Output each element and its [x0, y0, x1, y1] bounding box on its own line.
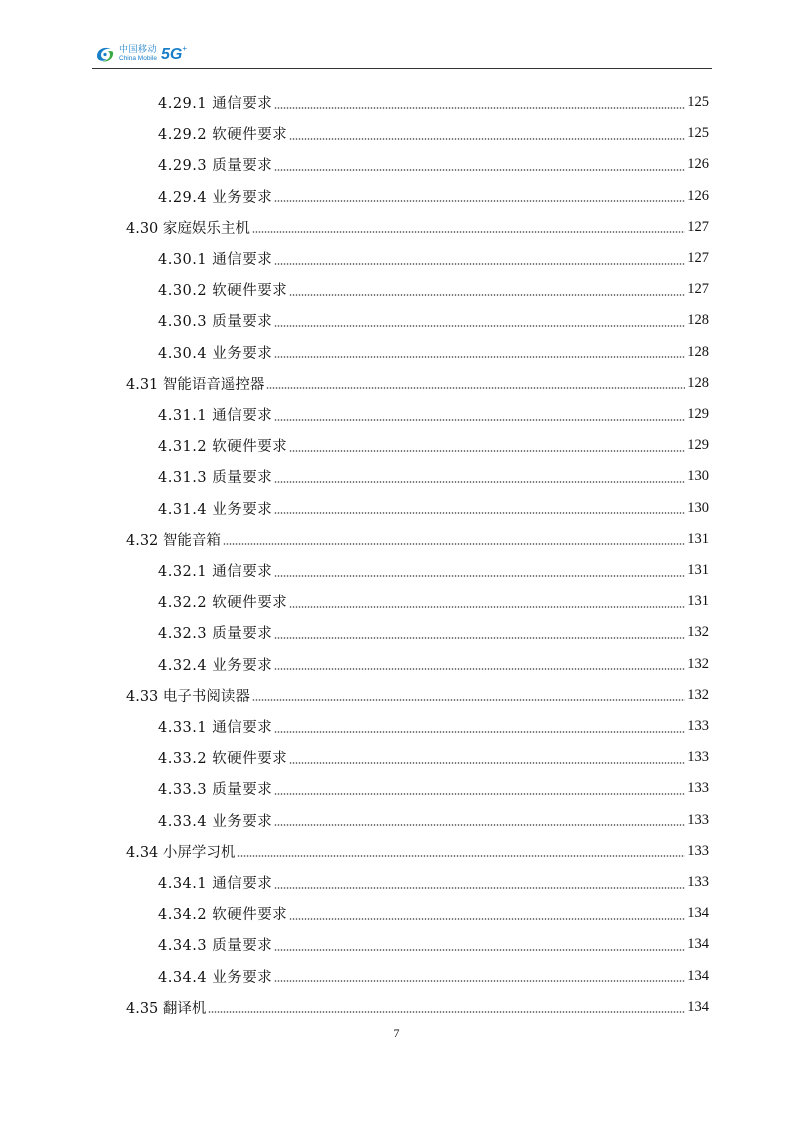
china-mobile-swirl-icon: [94, 43, 116, 65]
toc-entry[interactable]: [158, 961, 709, 992]
toc-entry[interactable]: [158, 87, 709, 118]
logo-5g-mark: 5G: [161, 46, 183, 63]
toc-entry[interactable]: [158, 805, 709, 836]
toc-entry[interactable]: [158, 617, 709, 648]
toc-entry-page: 127: [687, 218, 709, 235]
toc-dot-leader: [266, 387, 685, 389]
toc-entry-title: 4.29.1 通信要求: [158, 96, 273, 112]
china-mobile-logo: [94, 42, 187, 66]
toc-entry[interactable]: [126, 992, 709, 1023]
toc-entry-page: 130: [687, 499, 709, 516]
toc-entry-title: 4.31.2 软硬件要求: [158, 439, 288, 456]
toc-entry-title: 4.32.4 业务要求: [158, 657, 273, 674]
toc-entry-title: 4.32.2 软硬件要求: [158, 595, 288, 612]
toc-dot-leader: [274, 980, 685, 982]
toc-entry-page: 129: [687, 437, 709, 454]
toc-entry-title: 4.31.3 质量要求: [158, 470, 273, 487]
toc-entry-page: 132: [687, 624, 709, 641]
toc-entry-title: 4.31.4 业务要求: [158, 501, 273, 518]
toc-dot-leader: [208, 1011, 685, 1013]
toc-entry-title: 4.29.2 软硬件要求: [158, 127, 288, 144]
toc-entry-page: 128: [687, 312, 709, 329]
toc-entry-page: 129: [687, 406, 709, 422]
toc-entry[interactable]: [126, 836, 709, 867]
toc-entry[interactable]: [158, 555, 709, 586]
toc-entry-page: 131: [687, 593, 709, 610]
toc-entry[interactable]: [126, 368, 709, 399]
toc-entry-title: 4.34.1 通信要求: [158, 876, 273, 892]
toc-dot-leader: [289, 762, 685, 764]
toc-entry-page: 134: [687, 936, 709, 953]
toc-entry-page: 132: [687, 686, 709, 703]
toc-entry[interactable]: [158, 649, 709, 680]
toc-dot-leader: [274, 637, 685, 639]
toc-entry[interactable]: [158, 149, 709, 180]
toc-entry-page: 127: [687, 281, 709, 298]
toc-entry-page: 133: [687, 874, 709, 890]
toc-entry[interactable]: [158, 430, 709, 461]
toc-entry-page: 128: [687, 374, 709, 391]
toc-entry-title: 4.29.4 业务要求: [158, 189, 273, 206]
toc-entry[interactable]: [158, 929, 709, 960]
toc-entry-title: 4.34.3 质量要求: [158, 938, 273, 955]
toc-dot-leader: [252, 231, 685, 233]
toc-entry-title: 4.33.3 质量要求: [158, 782, 273, 799]
toc-entry-page: 132: [687, 655, 709, 672]
toc-entry-title: 4.32.1 通信要求: [158, 564, 273, 580]
toc-entry[interactable]: [158, 461, 709, 492]
toc-dot-leader: [289, 606, 685, 608]
logo-plus-mark: +: [182, 43, 188, 53]
toc-entry-title: 4.34 小屏学习机: [126, 844, 236, 861]
logo-chinese-text: 中国移动: [119, 44, 158, 55]
toc-entry-page: 130: [687, 468, 709, 485]
toc-dot-leader: [274, 512, 685, 514]
toc-entry-title: 4.30.4 业务要求: [158, 345, 273, 362]
toc-entry-title: 4.33.4 业务要求: [158, 813, 273, 830]
toc-entry-page: 133: [687, 718, 709, 734]
logo-english-text: China Mobile: [119, 54, 157, 62]
toc-entry-title: 4.34.4 业务要求: [158, 969, 273, 986]
toc-dot-leader: [289, 294, 685, 296]
toc-dot-leader: [237, 855, 685, 857]
toc-entry-title: 4.31 智能语音遥控器: [126, 376, 265, 393]
toc-entry-page: 133: [687, 811, 709, 828]
toc-entry-title: 4.29.3 质量要求: [158, 158, 273, 175]
toc-entry-title: 4.33 电子书阅读器: [126, 688, 250, 705]
toc-entry-page: 125: [687, 94, 709, 110]
toc-entry-page: 134: [687, 905, 709, 922]
toc-entry[interactable]: [158, 773, 709, 804]
toc-entry-title: 4.33.1 通信要求: [158, 720, 273, 736]
page-number: 7: [393, 1026, 400, 1040]
toc-entry-page: 126: [687, 156, 709, 173]
toc-dot-leader: [274, 793, 685, 795]
toc-entry[interactable]: [158, 305, 709, 336]
toc-entry-page: 127: [687, 250, 709, 266]
toc-entry[interactable]: [158, 867, 709, 898]
toc-dot-leader: [274, 668, 685, 670]
toc-entry-title: 4.32 智能音箱: [126, 532, 221, 549]
logo-wordmark: [119, 46, 157, 63]
toc-entry-page: 133: [687, 842, 709, 859]
toc-entry[interactable]: [158, 337, 709, 368]
toc-entry-page: 131: [687, 530, 709, 547]
toc-dot-leader: [274, 824, 685, 826]
toc-dot-leader: [274, 169, 685, 171]
toc-dot-leader: [274, 356, 685, 358]
toc-dot-leader: [289, 918, 685, 920]
toc-dot-leader: [274, 575, 685, 577]
toc-entry-title: 4.30 家庭娱乐主机: [126, 220, 250, 237]
toc-entry[interactable]: [158, 898, 709, 929]
toc-entry[interactable]: [126, 680, 709, 711]
toc-dot-leader: [274, 200, 685, 202]
toc-entry-page: 134: [687, 998, 709, 1015]
toc-entry[interactable]: [158, 586, 709, 617]
toc-entry[interactable]: [158, 118, 709, 149]
toc-entry[interactable]: [158, 493, 709, 524]
toc-entry-title: 4.32.3 质量要求: [158, 626, 273, 643]
toc-entry-page: 133: [687, 780, 709, 797]
toc-entry[interactable]: [126, 212, 709, 243]
toc-entry-title: 4.30.2 软硬件要求: [158, 283, 288, 300]
page-header: [92, 40, 712, 69]
toc-entry-title: 4.30.3 质量要求: [158, 314, 273, 331]
toc-dot-leader: [274, 887, 685, 889]
toc-entry-title: 4.30.1 通信要求: [158, 252, 273, 268]
toc-entry-page: 125: [687, 125, 709, 142]
toc-entry-title: 4.33.2 软硬件要求: [158, 751, 288, 768]
toc-entry[interactable]: [158, 742, 709, 773]
toc-entry[interactable]: [158, 399, 709, 430]
toc-dot-leader: [274, 481, 685, 483]
toc-dot-leader: [274, 107, 685, 109]
toc-entry[interactable]: [158, 181, 709, 212]
toc-entry-title: 4.31.1 通信要求: [158, 408, 273, 424]
toc-dot-leader: [289, 138, 685, 140]
toc-dot-leader: [252, 699, 685, 701]
toc-entry-page: 134: [687, 967, 709, 984]
toc-entry[interactable]: [158, 274, 709, 305]
toc-dot-leader: [274, 419, 685, 421]
toc-dot-leader: [289, 450, 685, 452]
toc-entry-page: 128: [687, 343, 709, 360]
toc-entry-page: 131: [687, 562, 709, 578]
toc-entry-page: 133: [687, 749, 709, 766]
toc-dot-leader: [274, 325, 685, 327]
toc-dot-leader: [223, 543, 685, 545]
toc-entry-title: 4.35 翻译机: [126, 1000, 207, 1017]
toc-dot-leader: [274, 949, 685, 951]
toc-dot-leader: [274, 731, 685, 733]
toc-entry[interactable]: [158, 711, 709, 742]
toc-dot-leader: [274, 263, 685, 265]
toc-entry-page: 126: [687, 187, 709, 204]
toc-entry[interactable]: [158, 243, 709, 274]
toc-entry-title: 4.34.2 软硬件要求: [158, 907, 288, 924]
toc-entry[interactable]: [126, 524, 709, 555]
